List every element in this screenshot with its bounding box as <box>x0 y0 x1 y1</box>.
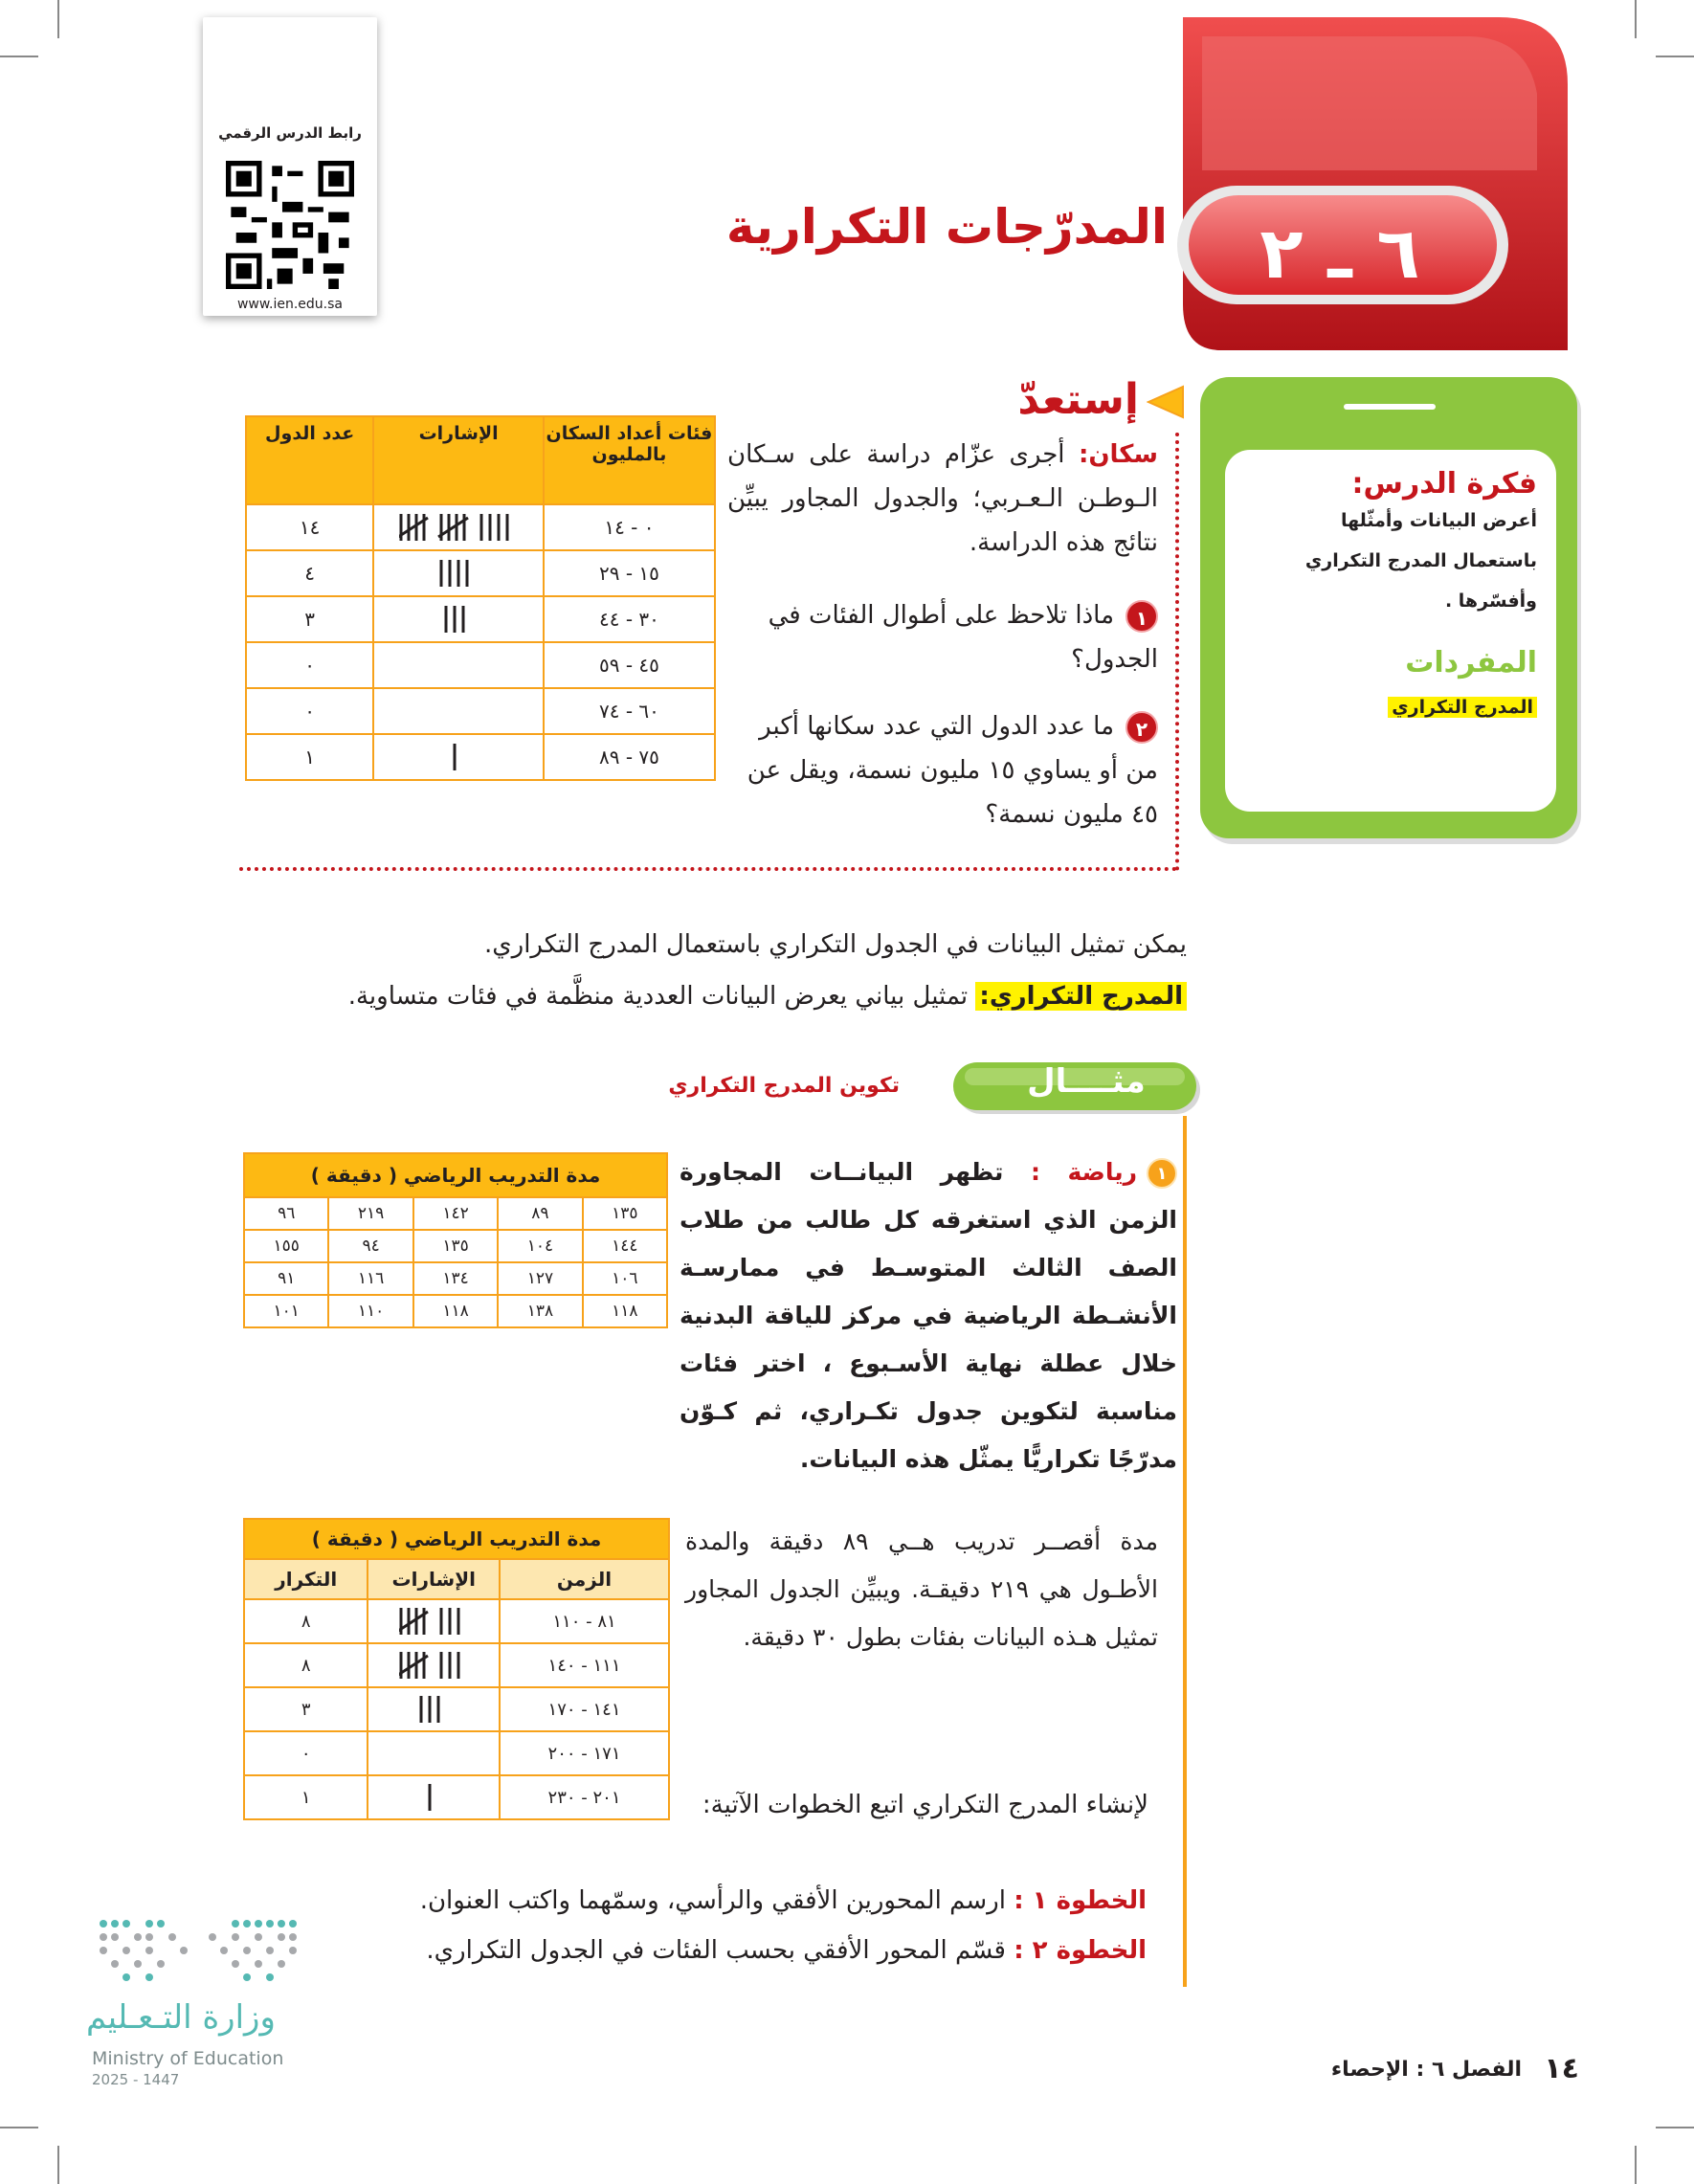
lesson-idea-line-2: باستعمال المدرج التكراري <box>1304 550 1537 571</box>
lesson-idea-line-3: وأفسّرها . <box>1444 591 1537 612</box>
example-topic: رياضة : <box>1030 1158 1137 1186</box>
question-2-number: ٢ <box>1126 711 1158 744</box>
example-explanation: مدة أقصــر تدريب هــي ٨٩ دقيقة والمدة الأطـول هي ٢١٩ دقيقـة. ويبيِّن الجدول المجاور تمثيل هـذه البيانات بفئات بطول ٣٠ دقيقة. <box>685 1527 1158 1651</box>
training-cell: ١١٨ <box>583 1295 667 1327</box>
step-2-label: الخطوة ٢ : <box>1014 1936 1147 1965</box>
frequency-tally <box>368 1599 500 1643</box>
training-cell: ١٤٢ <box>413 1197 498 1230</box>
population-tally <box>373 642 544 688</box>
lesson-title: المدرّجات التكرارية <box>725 199 1168 255</box>
lesson-idea-heading: فكرة الدرس: <box>1351 467 1537 501</box>
prepare-border-vertical <box>1175 433 1179 871</box>
ministry-logo-icon <box>92 1914 302 1991</box>
training-cell: ١٠٤ <box>498 1230 582 1262</box>
training-cell: ١١٨ <box>413 1295 498 1327</box>
step-2-text: قسّم المحور الأفقي بحسب الفئات في الجدول التكراري. <box>426 1936 1014 1965</box>
prepare-arrow-icon <box>1147 383 1185 421</box>
example-rule <box>1183 1116 1187 1987</box>
training-cell: ٩٦ <box>244 1197 328 1230</box>
page-number: ١٤ <box>1544 2052 1579 2085</box>
table-row <box>244 1197 667 1230</box>
vocabulary-term[interactable]: المدرج التكراري <box>1388 697 1537 718</box>
table-row <box>244 1643 669 1687</box>
step-1-label: الخطوة ١ : <box>1014 1886 1147 1915</box>
training-cell: ١٠٦ <box>583 1262 667 1295</box>
population-header-range: فئات أعداد السكان بالمليون <box>544 416 715 504</box>
intro-line: يمكن تمثيل البيانات في الجدول التكراري باستعمال المدرج التكراري. <box>484 930 1187 959</box>
frequency-count: ١ <box>244 1775 368 1819</box>
qr-panel <box>203 17 377 316</box>
population-count: ٠ <box>246 688 373 734</box>
chapter-footer: الفصل ٦ : الإحصاء <box>1330 2058 1522 2082</box>
population-count: ٣ <box>246 596 373 642</box>
prepare-label: سكان: <box>1078 440 1158 469</box>
frequency-tally <box>368 1731 500 1775</box>
frequency-count: ٨ <box>244 1643 368 1687</box>
question-2 <box>727 704 1158 836</box>
table-row <box>246 504 715 550</box>
definition-text: تمثيل بياني يعرض البيانات العددية منظَّمة في فئات متساوية. <box>347 982 976 1011</box>
vocabulary-heading: المفردات <box>1405 646 1537 680</box>
population-tally <box>373 688 544 734</box>
prepare-text <box>727 433 1158 565</box>
lesson-number: ٦ ـ ٢ <box>1259 212 1420 295</box>
frequency-table-title: مدة التدريب الرياضي ( دقيقة ) <box>244 1519 669 1559</box>
question-1-text: ماذا تلاحظ على أطوال الفئات في الجدول؟ <box>768 601 1158 674</box>
training-cell: ١٥٥ <box>244 1230 328 1262</box>
prepare-title: إستعدّ <box>1017 375 1139 424</box>
population-tally <box>373 504 544 550</box>
training-table-title: مدة التدريب الرياضي ( دقيقة ) <box>244 1153 667 1197</box>
training-cell: ١٤٤ <box>583 1230 667 1262</box>
tally-marks <box>428 1782 440 1813</box>
table-row <box>246 596 715 642</box>
step-2 <box>304 1928 1147 1973</box>
population-header-count: عدد الدول <box>246 416 373 504</box>
table-row <box>244 1262 667 1295</box>
frequency-count: ٨ <box>244 1599 368 1643</box>
table-row <box>244 1230 667 1262</box>
frequency-range: ٢٠١ - ٢٣٠ <box>500 1775 669 1819</box>
table-row <box>244 1687 669 1731</box>
lesson-idea-line-1: أعرض البيانات وأمثّلها <box>1340 510 1537 531</box>
tally-marks <box>444 604 474 635</box>
population-range: ١٥ - ٢٩ <box>544 550 715 596</box>
population-tally <box>373 734 544 780</box>
step-1-text: ارسم المحورين الأفقي والرأسي، وسمّهما واكتب العنوان. <box>419 1886 1014 1915</box>
example-subtitle: تكوين المدرج التكراري <box>668 1074 900 1098</box>
population-range: ٣٠ - ٤٤ <box>544 596 715 642</box>
table-row <box>244 1775 669 1819</box>
frequency-range: ١٤١ - ١٧٠ <box>500 1687 669 1731</box>
frequency-range: ١٧١ - ٢٠٠ <box>500 1731 669 1775</box>
tally-marks <box>399 1606 469 1637</box>
ministry-year: 2025 - 1447 <box>92 2071 180 2088</box>
question-2-text: ما عدد الدول التي عدد سكانها أكبر من أو يساوي ١٥ مليون نسمة، ويقل عن ٤٥ مليون نسمة؟ <box>747 712 1158 829</box>
population-tally <box>373 596 544 642</box>
population-count: ١٤ <box>246 504 373 550</box>
population-table <box>245 415 716 781</box>
frequency-tally <box>368 1775 500 1819</box>
training-cell: ١٢٧ <box>498 1262 582 1295</box>
training-cell: ١٣٥ <box>413 1230 498 1262</box>
frequency-header-count: التكرار <box>244 1559 368 1599</box>
frequency-tally <box>368 1687 500 1731</box>
table-row <box>244 1599 669 1643</box>
qr-caption: رابط الدرس الرقمي <box>218 124 362 142</box>
table-row <box>246 688 715 734</box>
frequency-range: ١١١ - ١٤٠ <box>500 1643 669 1687</box>
training-cell: ١٣٥ <box>583 1197 667 1230</box>
example-label: مثــــال <box>1027 1062 1146 1101</box>
training-cell: ١١٦ <box>328 1262 412 1295</box>
tally-marks <box>439 558 478 589</box>
table-row <box>246 550 715 596</box>
table-row <box>244 1295 667 1327</box>
frequency-tally <box>368 1643 500 1687</box>
tally-marks <box>453 742 465 772</box>
steps-intro: لإنشاء المدرج التكراري اتبع الخطوات الآتية: <box>702 1791 1148 1819</box>
lesson-idea-box <box>1225 450 1556 812</box>
question-1 <box>727 593 1158 681</box>
population-count: ٠ <box>246 642 373 688</box>
qr-code-icon[interactable] <box>226 161 354 289</box>
table-row <box>246 642 715 688</box>
ministry-arabic: وزارة التـعـليم <box>86 1998 276 2037</box>
population-count: ١ <box>246 734 373 780</box>
prepare-border-horizontal <box>239 867 1177 871</box>
frequency-count: ٣ <box>244 1687 368 1731</box>
prepare-body: أجرى عزّام دراسة على سـكان الـوطـن الـعـربي؛ والجدول المجاور يبيِّن نتائج هذه الدراسة. <box>727 440 1158 557</box>
training-cell: ١٠١ <box>244 1295 328 1327</box>
intro-paragraph <box>287 919 1187 1022</box>
step-1 <box>304 1878 1147 1924</box>
frequency-count: ٠ <box>244 1731 368 1775</box>
example-problem-text: تظهر البيانــات المجاورة الزمن الذي استغرقه كل طالب من طلاب الصف الثالث المتوسـط في ممارسـة الأنشـطة الرياضية في مركز للياقة البدنية خلال عطلة نهاية الأسـبوع ، اختر فئات مناسبة لتكوين جدول تكـراري، ثم كـوّن مدرّجًا تكراريًّا يمثّل هذه البيانات. <box>680 1158 1177 1473</box>
population-range: ٧٥ - ٨٩ <box>544 734 715 780</box>
tally-marks <box>399 512 518 543</box>
definition-term: المدرج التكراري: <box>975 982 1187 1011</box>
tally-marks <box>399 1650 469 1681</box>
frequency-table <box>243 1518 670 1820</box>
population-range: ٦٠ - ٧٤ <box>544 688 715 734</box>
training-data-table <box>243 1152 668 1328</box>
question-1-number: ١ <box>1126 600 1158 633</box>
training-cell: ١٣٨ <box>498 1295 582 1327</box>
training-cell: ١١٠ <box>328 1295 412 1327</box>
training-cell: ٨٩ <box>498 1197 582 1230</box>
qr-url[interactable]: www.ien.edu.sa <box>236 297 344 312</box>
population-count: ٤ <box>246 550 373 596</box>
frequency-header-tally: الإشارات <box>368 1559 500 1599</box>
population-range: ٠ - ١٤ <box>544 504 715 550</box>
training-cell: ٩١ <box>244 1262 328 1295</box>
frequency-range: ٨١ - ١١٠ <box>500 1599 669 1643</box>
example-problem <box>680 1148 1177 1483</box>
ministry-english: Ministry of Education <box>92 2048 284 2069</box>
training-cell: ٢١٩ <box>328 1197 412 1230</box>
population-header-tally: الإشارات <box>373 416 544 504</box>
tally-marks <box>419 1694 449 1725</box>
population-range: ٤٥ - ٥٩ <box>544 642 715 688</box>
training-cell: ٩٤ <box>328 1230 412 1262</box>
table-row <box>244 1731 669 1775</box>
training-cell: ١٣٤ <box>413 1262 498 1295</box>
example-number: ١ <box>1147 1158 1177 1189</box>
population-tally <box>373 550 544 596</box>
frequency-header-range: الزمن <box>500 1559 669 1599</box>
table-row <box>246 734 715 780</box>
